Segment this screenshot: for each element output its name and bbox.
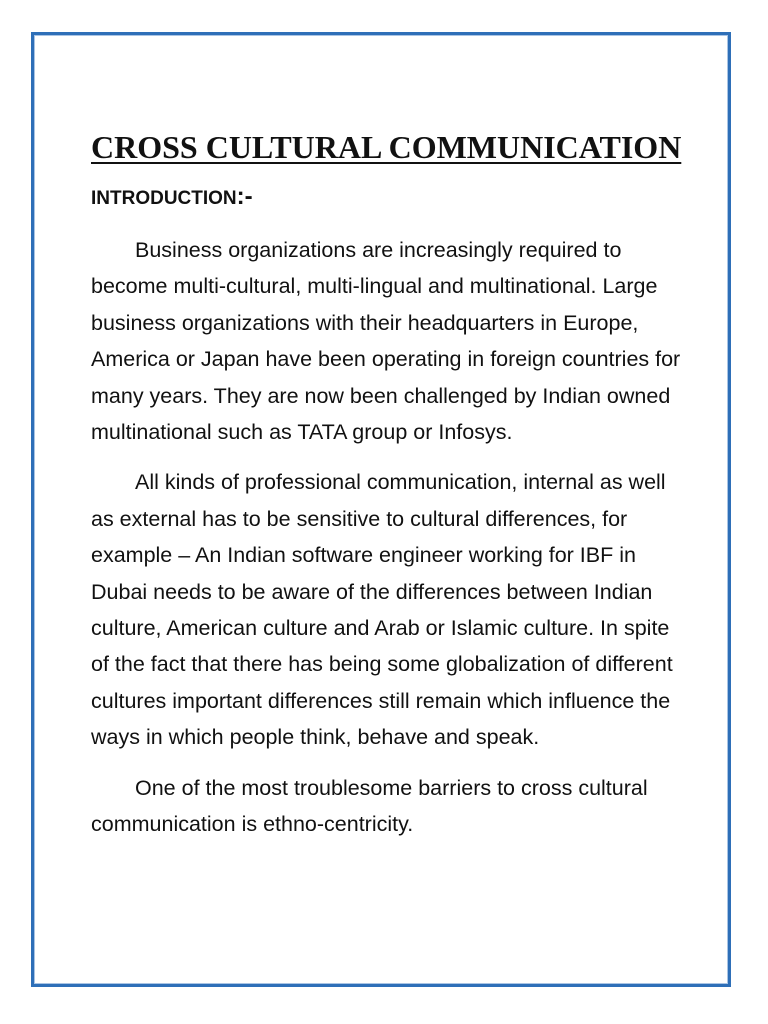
section-heading-suffix: :-	[236, 183, 253, 210]
paragraph-2: All kinds of professional communication, internal as well as external has to be sensitive to cultural differences, for example – An Indian software engineer working for IBF in Dubai needs to be aware of the differences between Indian culture, American culture and Arab or Islamic culture. In spite of the fact that there has being some globalization of different cultures important differences still remain which influence the ways in which people think, behave and speak.	[91, 470, 673, 750]
section-heading-text: INTRODUCTION	[91, 188, 237, 209]
paragraph-1: Business organizations are increasingly required to become multi-cultural, multi-lingual and multinational. Large business organizations with their headquarters in Europe, America or Japan have been operating in foreign countries for many years. They are now been challenged by Indian owned multinational such as TATA group or Infosys.	[91, 238, 681, 445]
paragraph-3: One of the most troublesome barriers to cross cultural communication is ethno-centricity.	[91, 775, 648, 837]
document-title: CROSS CULTURAL COMMUNICATION	[91, 129, 682, 165]
document-body	[91, 122, 681, 843]
section-heading	[91, 182, 681, 214]
